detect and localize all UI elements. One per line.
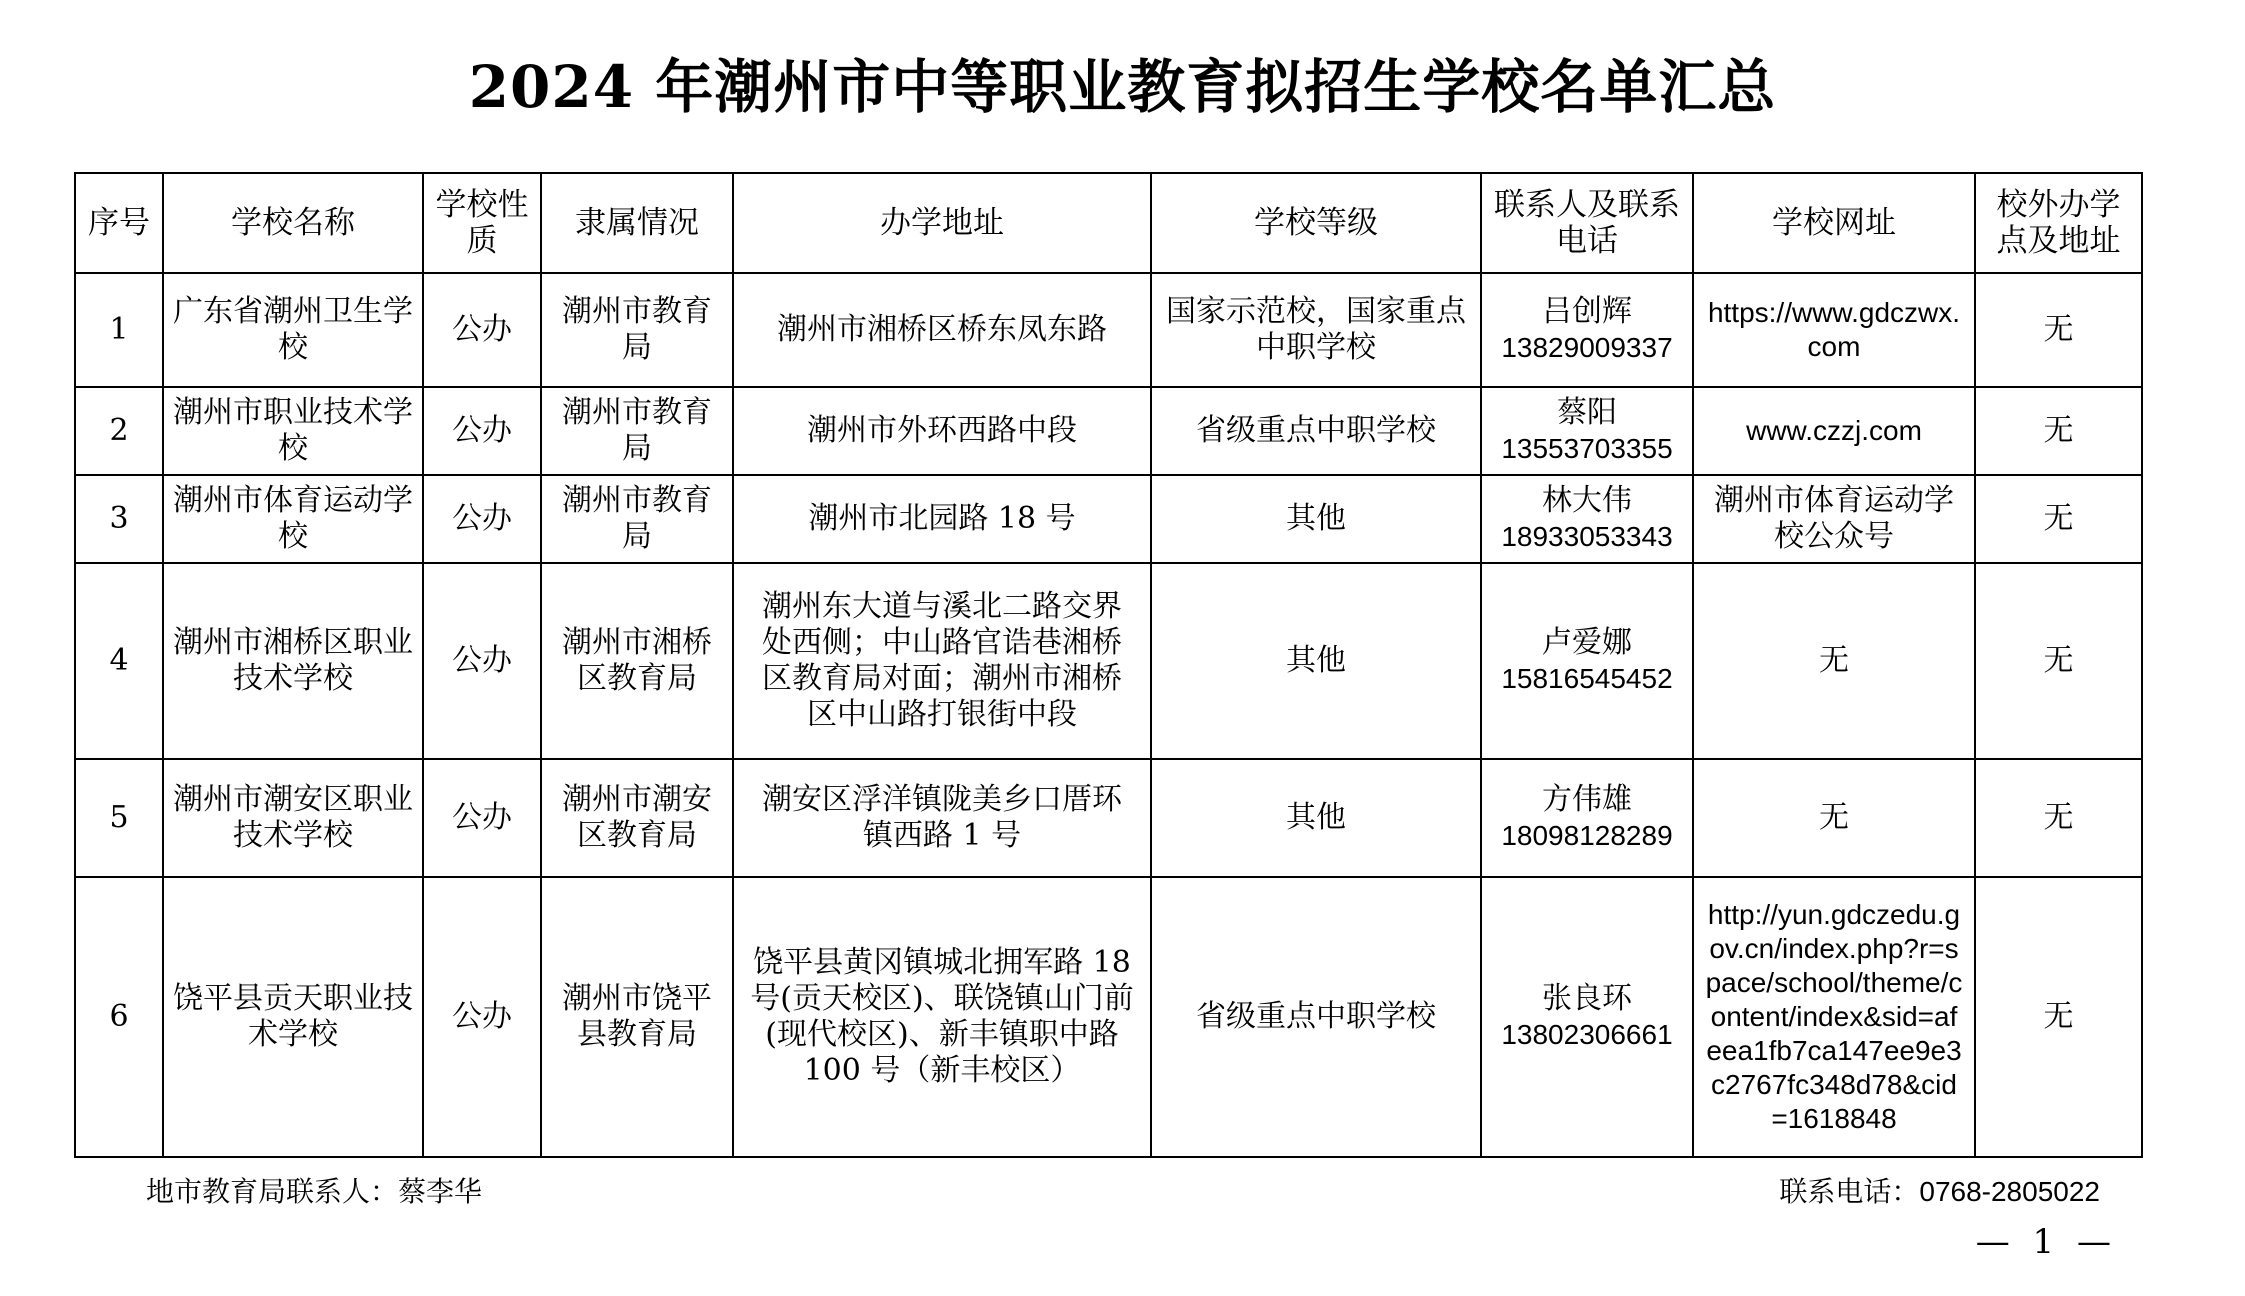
header-affiliation: 隶属情况 <box>541 173 733 273</box>
cell-affiliation: 潮州市教育局 <box>541 475 733 563</box>
cell-name: 潮州市职业技术学校 <box>163 387 423 475</box>
page-title: 2024 年潮州市中等职业教育拟招生学校名单汇总 <box>468 53 1777 121</box>
cell-seq: 2 <box>75 387 163 475</box>
footer-contact-person: 地市教育局联系人：蔡李华 <box>146 1175 483 1208</box>
contact-name: 蔡阳 <box>1557 395 1617 430</box>
cell-nature: 公办 <box>423 759 541 877</box>
contact-phone: 15816545452 <box>1501 663 1673 694</box>
contact-name: 林大伟 <box>1542 483 1632 518</box>
cell-nature: 公办 <box>423 877 541 1157</box>
cell-name: 饶平县贡天职业技术学校 <box>163 877 423 1157</box>
cell-nature: 公办 <box>423 273 541 387</box>
header-contact: 联系人及联系电话 <box>1481 173 1693 273</box>
cell-level: 省级重点中职学校 <box>1151 877 1481 1157</box>
cell-contact <box>1481 475 1693 563</box>
cell-address: 潮州市北园路 18 号 <box>733 475 1151 563</box>
footer-contact-phone <box>1779 1170 2100 1210</box>
table-row <box>75 387 2142 475</box>
contact-phone: 18933053343 <box>1501 521 1673 552</box>
header-offsite: 校外办学点及地址 <box>1975 173 2142 273</box>
cell-affiliation: 潮州市教育局 <box>541 273 733 387</box>
contact-name: 卢爱娜 <box>1542 625 1632 660</box>
cell-level: 国家示范校，国家重点中职学校 <box>1151 273 1481 387</box>
contact-name: 张良环 <box>1542 981 1632 1016</box>
cell-offsite: 无 <box>1975 387 2142 475</box>
cell-offsite: 无 <box>1975 877 2142 1157</box>
table-row <box>75 475 2142 563</box>
cell-contact <box>1481 759 1693 877</box>
contact-phone: 18098128289 <box>1501 820 1673 851</box>
contact-name: 吕创辉 <box>1542 294 1632 329</box>
cell-contact <box>1481 877 1693 1157</box>
cell-website: https://www.gdczwx.com <box>1693 273 1975 387</box>
cell-nature: 公办 <box>423 475 541 563</box>
cell-name: 广东省潮州卫生学校 <box>163 273 423 387</box>
cell-website: 无 <box>1693 759 1975 877</box>
cell-website: http://yun.gdczedu.gov.cn/index.php?r=space/school/theme/content/index&sid=afeea1fb7ca147ee9e3c2767fc348d78&cid=1618848 <box>1693 877 1975 1157</box>
cell-seq: 5 <box>75 759 163 877</box>
contact-phone: 13829009337 <box>1501 332 1673 363</box>
cell-offsite: 无 <box>1975 475 2142 563</box>
footer-phone-label: 联系电话： <box>1779 1175 1920 1208</box>
cell-name: 潮州市体育运动学校 <box>163 475 423 563</box>
cell-contact <box>1481 563 1693 759</box>
contact-phone: 13802306661 <box>1501 1019 1673 1050</box>
cell-address: 潮州市外环西路中段 <box>733 387 1151 475</box>
footer-phone-number: 0768-2805022 <box>1919 1176 2100 1207</box>
cell-website: 无 <box>1693 563 1975 759</box>
table-row <box>75 273 2142 387</box>
cell-level: 其他 <box>1151 563 1481 759</box>
contact-phone: 13553703355 <box>1501 433 1673 464</box>
school-table <box>74 172 2143 1158</box>
cell-offsite: 无 <box>1975 563 2142 759</box>
cell-website: 潮州市体育运动学校公众号 <box>1693 475 1975 563</box>
cell-offsite: 无 <box>1975 273 2142 387</box>
cell-seq: 6 <box>75 877 163 1157</box>
cell-address: 潮州东大道与溪北二路交界处西侧；中山路官诰巷湘桥区教育局对面；潮州市湘桥区中山路打银街中段 <box>733 563 1151 759</box>
page-number: — 1 — <box>1975 1222 2117 1262</box>
header-level: 学校等级 <box>1151 173 1481 273</box>
cell-level: 其他 <box>1151 475 1481 563</box>
header-website: 学校网址 <box>1693 173 1975 273</box>
contact-name: 方伟雄 <box>1542 782 1632 817</box>
cell-seq: 3 <box>75 475 163 563</box>
cell-affiliation: 潮州市湘桥区教育局 <box>541 563 733 759</box>
cell-name: 潮州市潮安区职业技术学校 <box>163 759 423 877</box>
cell-seq: 1 <box>75 273 163 387</box>
cell-address: 潮安区浮洋镇陇美乡口厝环镇西路 1 号 <box>733 759 1151 877</box>
cell-level: 省级重点中职学校 <box>1151 387 1481 475</box>
cell-offsite: 无 <box>1975 759 2142 877</box>
cell-website: www.czzj.com <box>1693 387 1975 475</box>
cell-address: 潮州市湘桥区桥东凤东路 <box>733 273 1151 387</box>
cell-affiliation: 潮州市潮安区教育局 <box>541 759 733 877</box>
table-row <box>75 563 2142 759</box>
table-header-row <box>75 173 2142 273</box>
cell-name: 潮州市湘桥区职业技术学校 <box>163 563 423 759</box>
cell-affiliation: 潮州市教育局 <box>541 387 733 475</box>
cell-affiliation: 潮州市饶平县教育局 <box>541 877 733 1157</box>
table-row <box>75 877 2142 1157</box>
header-address: 办学地址 <box>733 173 1151 273</box>
cell-contact <box>1481 387 1693 475</box>
cell-nature: 公办 <box>423 387 541 475</box>
table-row <box>75 759 2142 877</box>
cell-address: 饶平县黄冈镇城北拥军路 18 号(贡天校区)、联饶镇山门前(现代校区)、新丰镇职中路 100 号（新丰校区） <box>733 877 1151 1157</box>
cell-seq: 4 <box>75 563 163 759</box>
header-nature: 学校性质 <box>423 173 541 273</box>
cell-nature: 公办 <box>423 563 541 759</box>
cell-contact <box>1481 273 1693 387</box>
header-seq: 序号 <box>75 173 163 273</box>
header-name: 学校名称 <box>163 173 423 273</box>
cell-level: 其他 <box>1151 759 1481 877</box>
